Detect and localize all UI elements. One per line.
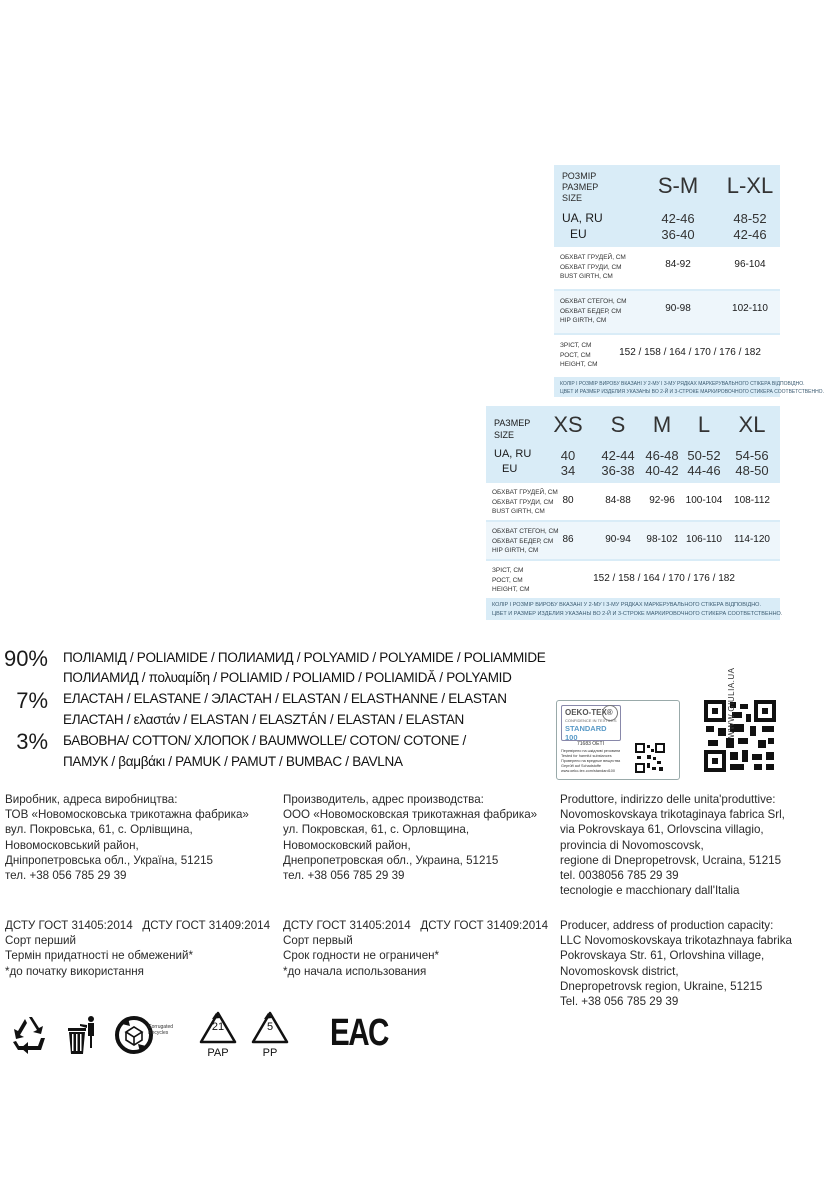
text-line: ДСТУ ГОСТ 31405:2014 ДСТУ ГОСТ 31409:2014 xyxy=(283,919,549,932)
hip-value: 98-102 xyxy=(646,534,678,545)
text-line: Производитель, адрес производства: xyxy=(283,793,484,806)
percent-polyamide: 90% xyxy=(3,646,48,671)
row-label: ЗРІСТ, СМ xyxy=(492,567,524,574)
row-label: ОБХВАТ ГРУДЕЙ, СМ xyxy=(560,254,626,261)
text-line: tecnologie e macchionary dall'Italia xyxy=(560,884,740,898)
material-elastane-line2: ЕЛАСТАН / ελαστάν / ELASTAN / ELASZTÁN / ELASTAN / ELASTAN xyxy=(63,712,465,727)
material-cotton-line2: ПАМУК / βαμβάκι / PAMUK / PAMUT / BUMBAC / BAVLNA xyxy=(63,754,403,769)
trash-bin-icon xyxy=(64,1014,100,1056)
size-s-m: S-M xyxy=(657,173,699,198)
text-line: provincia di Novomoscovsk, xyxy=(560,838,704,852)
pp-label: PP xyxy=(262,1047,278,1059)
size-m: M xyxy=(652,412,672,437)
size-table-1-header xyxy=(554,165,780,245)
note-line: КОЛІР І РОЗМІР ВИРОБУ ВКАЗАНІ У 2-МУ І 3-МУ РЯДКАХ МАРКЕРУВАЛЬНОГО СТІКЕРА ВІДПОВІДНО. xyxy=(492,602,761,608)
row-label: HEIGHT, СМ xyxy=(560,361,598,368)
ua-ru-value: 40 xyxy=(560,448,576,463)
text-line: Novomoskovskaya trikotaginaya fabrica Srl, xyxy=(560,808,785,822)
size-xs: XS xyxy=(553,412,583,437)
text-line: ТОВ «Новомосковська трикотажна фабрика» xyxy=(5,808,249,822)
oeko-globe-icon xyxy=(602,705,618,721)
text-line: тел. +38 056 785 29 39 xyxy=(283,868,405,882)
pp-code: 5 xyxy=(266,1021,274,1033)
text-line: via Pokrovskaya 61, Orlovscina villagio, xyxy=(560,823,764,837)
text-line: Novomoskovsk district, xyxy=(560,964,679,978)
row-label: РОСТ, СМ xyxy=(560,351,591,359)
manufacturer-ua xyxy=(5,792,249,883)
text-line: Днепропетровская обл., Украина, 51215 xyxy=(283,853,499,867)
recycle-icon xyxy=(8,1014,50,1056)
size-table-2-note xyxy=(486,598,783,620)
oeko-code: 71683 ОЕТІ xyxy=(577,741,604,747)
note-line: ЦВЕТ И РАЗМЕР ИЗДЕЛИЯ УКАЗАНЫ ВО 2-Й И 3-СТРОКЕ МАРКИРОВОЧНОГО СТИКЕРА СООТВЕТСТВЕННО. xyxy=(560,389,824,395)
text-line: Сорт первый xyxy=(283,934,353,948)
percent-elastane: 7% xyxy=(16,688,48,713)
eu-l-xl: 42-46 xyxy=(733,227,767,242)
size-s: S xyxy=(610,412,626,437)
eac-mark: EAC xyxy=(330,1012,388,1054)
oeko-small-line: www.oeko-tex.com/standard100 xyxy=(561,769,616,773)
material-elastane-line1: ЕЛАСТАН / ELASTANE / ЭЛАСТАН / ELASTAN / ELASTHANNE / ELASTAN xyxy=(63,691,507,706)
ua-ru-l-xl: 48-52 xyxy=(733,211,767,226)
bust-value: 96-104 xyxy=(734,259,766,270)
text-line: Produttore, indirizzo delle unita'produttive: xyxy=(560,793,776,806)
height-row xyxy=(486,561,780,598)
row-label: ОБХВАТ СТЕГОН, СМ xyxy=(560,298,627,305)
manufacturer-ru xyxy=(283,792,537,883)
text-line: Сорт перший xyxy=(5,934,76,948)
eu-value: 34 xyxy=(560,463,576,478)
eu-value: 44-46 xyxy=(687,463,721,478)
bust-row xyxy=(486,483,780,520)
text-line: LLC Novomoskovskaya trikotazhnaya fabrika xyxy=(560,934,792,948)
row-label: ОБХВАТ ГРУДЕЙ, СМ xyxy=(492,489,558,496)
text-line: Producer, address of production capacity: xyxy=(560,919,774,932)
ua-ru-s-m: 42-46 xyxy=(661,211,695,226)
note-line: КОЛІР І РОЗМІР ВИРОБУ ВКАЗАНІ У 2-МУ І 3-МУ РЯДКАХ МАРКЕРУВАЛЬНОГО СТІКЕРА ВІДПОВІДНО. xyxy=(560,381,805,387)
hip-row xyxy=(486,522,780,559)
bust-value: 100-104 xyxy=(685,495,723,506)
text-line: Новомосковський район, xyxy=(5,838,139,852)
text-line: ул. Покровская, 61, с. Орловщина, xyxy=(283,823,470,837)
manufacturer-en xyxy=(560,918,792,1009)
text-line: ООО «Новомосковская трикотажная фабрика» xyxy=(283,808,538,822)
size-label-en: SIZE xyxy=(562,193,583,203)
text-line: Термін придатності не обмежений* xyxy=(5,949,193,963)
size-l: L xyxy=(697,412,711,437)
row-label: ОБХВАТ СТЕГОН, СМ xyxy=(492,528,559,535)
text-line: Pokrovskaya Str. 61, Orlovshina village, xyxy=(560,949,765,963)
region-ua-ru: UA, RU xyxy=(494,448,532,460)
bust-value: 92-96 xyxy=(649,495,675,506)
material-cotton-line1: БАВОВНА/ COTTON/ ХЛОПОК / BAUMWOLLE/ COTON/ COTONE / xyxy=(63,733,466,748)
hip-value: 114-120 xyxy=(734,534,770,545)
height-row xyxy=(554,335,780,377)
bust-value: 80 xyxy=(562,495,574,506)
eu-value: 36-38 xyxy=(601,463,635,478)
hip-value: 106-110 xyxy=(686,534,722,545)
text-line: тел. +38 056 785 29 39 xyxy=(5,868,127,882)
ua-ru-value: 46-48 xyxy=(645,448,679,463)
manufacturer-it xyxy=(560,792,785,898)
text-line: tel. 0038056 785 29 39 xyxy=(560,868,679,882)
bust-value: 108-112 xyxy=(734,495,770,506)
size-table-2-header xyxy=(486,406,780,481)
pap-label: PAP xyxy=(207,1047,229,1059)
material-polyamide-line2: ПОЛИАМИД / πολυαμίδη / POLIAMID / POLIAMID / POLIAMIDĂ / POLYAMID xyxy=(63,670,512,685)
oeko-small-line: Tested for harmful substances xyxy=(561,754,612,758)
size-l-xl: L-XL xyxy=(726,173,774,198)
size-label-en: SIZE xyxy=(494,430,515,440)
row-label: РОСТ, СМ xyxy=(492,576,523,584)
hip-value: 90-98 xyxy=(665,303,691,314)
hip-value: 90-94 xyxy=(605,534,631,545)
row-label: ОБХВАТ ГРУДИ, СМ xyxy=(560,263,622,271)
percent-cotton: 3% xyxy=(16,729,48,754)
size-xl: XL xyxy=(738,412,766,437)
height-value: 152 / 158 / 164 / 170 / 176 / 182 xyxy=(593,573,735,584)
bust-value: 84-92 xyxy=(665,259,691,270)
size-table-1 xyxy=(554,165,824,397)
hip-value: 102-110 xyxy=(732,303,768,314)
region-ua-ru: UA, RU xyxy=(562,211,603,225)
note-line: ЦВЕТ И РАЗМЕР ИЗДЕЛИЯ УКАЗАНЫ ВО 2-Й И 3-СТРОКЕ МАРКИРОВОЧНОГО СТИКЕРА СООТВЕТСТВЕННО. xyxy=(492,611,783,617)
ua-ru-value: 50-52 xyxy=(687,448,721,463)
text-line: Срок годности не ограничен* xyxy=(283,949,440,963)
text-line: Dnepropetrovsk region, Ukraine, 51215 xyxy=(560,979,763,993)
text-line: regione di Dnepropetrovsk, Ucraina, 51215 xyxy=(560,853,782,867)
site-qr-code xyxy=(704,700,776,772)
row-label: ОБХВАТ ГРУДИ, СМ xyxy=(492,498,554,506)
size-table-2 xyxy=(486,406,783,620)
text-line: *до начала использования xyxy=(283,964,427,978)
text-line: вул. Покровська, 61, с. Орлівщина, xyxy=(5,823,193,837)
oeko-tagline: CONFIDENCE IN TEXTILES xyxy=(565,718,617,723)
corrugated-text: Recycles xyxy=(148,1030,169,1036)
corrugated-text: Corrugated xyxy=(148,1024,174,1030)
material-polyamide-line1: ПОЛІАМІД / POLIAMIDE / ПОЛИАМИД / POLYAMID / POLYAMIDE / POLIAMMIDE xyxy=(63,650,546,665)
standards-ua xyxy=(5,918,270,979)
eu-value: 40-42 xyxy=(645,463,679,478)
oeko-small-line: Geprüft auf Schadstoffe xyxy=(561,764,602,768)
bust-row xyxy=(554,247,780,289)
oeko-brand: OEKO-TEX® xyxy=(565,708,613,717)
eu-s-m: 36-40 xyxy=(661,227,695,242)
text-line: Виробник, адреса виробництва: xyxy=(5,793,178,806)
size-table-1-note xyxy=(554,377,824,397)
row-label: HEIGHT, СМ xyxy=(492,586,530,593)
text-line: *до початку використання xyxy=(5,964,144,978)
region-eu: EU xyxy=(502,463,518,475)
corrugated-label xyxy=(148,1024,173,1036)
oeko-standard: STANDARD 100 xyxy=(565,724,607,742)
pap-code: 21 xyxy=(211,1021,225,1033)
size-label-ru: РАЗМЕР xyxy=(494,418,531,428)
bust-value: 84-88 xyxy=(605,495,631,506)
row-label: BUST GIRTH, СМ xyxy=(560,273,613,280)
ua-ru-value: 42-44 xyxy=(601,448,635,463)
row-label: BUST GIRTH, СМ xyxy=(492,508,545,515)
row-label: ОБХВАТ БЕДЕР, СМ xyxy=(492,537,554,545)
text-line: ДСТУ ГОСТ 31405:2014 ДСТУ ГОСТ 31409:2014 xyxy=(5,919,271,932)
height-value: 152 / 158 / 164 / 170 / 176 / 182 xyxy=(619,347,761,358)
oeko-qr-icon xyxy=(635,743,665,773)
row-label: ЗРІСТ, СМ xyxy=(560,342,592,349)
oeko-tex-badge xyxy=(561,705,621,741)
row-label: HIP GIRTH, СМ xyxy=(560,317,607,324)
standards-ru xyxy=(283,918,548,979)
ua-ru-value: 54-56 xyxy=(735,448,769,463)
eu-value: 48-50 xyxy=(735,463,769,478)
row-label: HIP GIRTH, СМ xyxy=(492,547,539,554)
oeko-small-line: Перевірено на шкідливі речовини xyxy=(561,749,621,753)
text-line: Новомосковский район, xyxy=(283,838,411,852)
website-url: WWW.GIULIA.UA xyxy=(727,667,736,738)
size-label-ru: РАЗМЕР xyxy=(562,182,599,192)
size-label-ua: РОЗМІР xyxy=(562,171,597,181)
region-eu: EU xyxy=(570,227,587,241)
text-line: Tel. +38 056 785 29 39 xyxy=(560,994,679,1008)
hip-value: 86 xyxy=(562,534,574,545)
oeko-small-line: Проверено на вредные вещества xyxy=(561,759,621,763)
row-label: ОБХВАТ БЕДЕР, СМ xyxy=(560,307,622,315)
oeko-tex-label xyxy=(556,700,680,780)
hip-row xyxy=(554,291,780,333)
text-line: Дніпропетровська обл., Україна, 51215 xyxy=(5,853,213,867)
